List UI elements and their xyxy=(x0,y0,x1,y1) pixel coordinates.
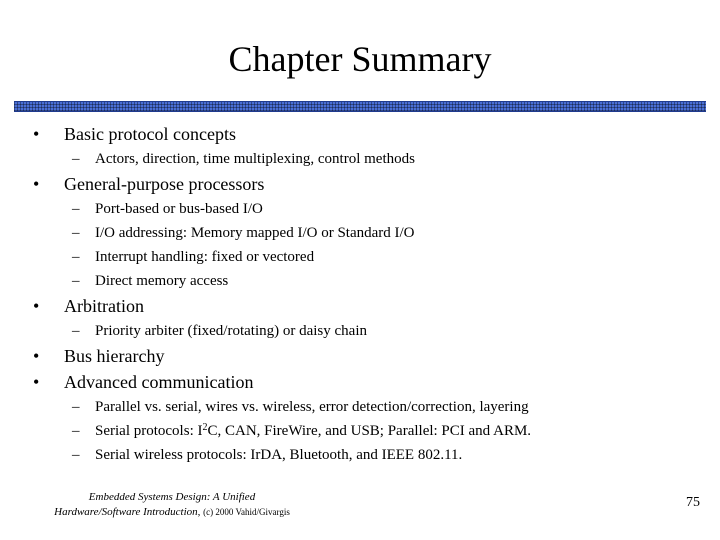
bullet-text: General-purpose processors xyxy=(64,174,265,194)
bullet-text: Basic protocol concepts xyxy=(64,124,236,144)
sub-bullet-text: Parallel vs. serial, wires vs. wireless, error detection/correction, layering xyxy=(95,399,529,415)
sub-bullet-text: Interrupt handling: fixed or vectored xyxy=(95,249,315,265)
dash-icon: – xyxy=(72,201,80,217)
sub-bullet-text: Serial wireless protocols: IrDA, Bluetooth, and IEEE 802.11. xyxy=(95,447,463,463)
bullet-item xyxy=(33,123,236,145)
footer-line-1: Embedded Systems Design: A Unified xyxy=(88,491,256,503)
sub-bullet-text: Actors, direction, time multiplexing, control methods xyxy=(95,151,415,167)
bullet-item xyxy=(33,345,164,367)
dash-icon: – xyxy=(72,273,80,289)
sub-bullet-text: Port-based or bus-based I/O xyxy=(95,201,263,217)
dash-icon: – xyxy=(72,225,80,241)
sub-bullet-item xyxy=(72,224,415,242)
sub-bullet-item xyxy=(72,248,314,266)
bullet-dot-icon: • xyxy=(33,346,40,366)
bullet-text: Advanced communication xyxy=(64,372,254,392)
bullet-dot-icon: • xyxy=(33,296,40,316)
i2c-text-before: Serial protocols: I xyxy=(95,423,203,439)
bullet-text: Arbitration xyxy=(64,296,144,316)
i2c-text-after: C, CAN, FireWire, and USB; Parallel: PCI and ARM. xyxy=(207,423,532,439)
slide-footer xyxy=(22,490,322,520)
sub-bullet-item xyxy=(72,322,367,340)
sub-bullet-item xyxy=(72,398,529,416)
sub-bullet-text: Direct memory access xyxy=(95,273,229,289)
footer-line-2 xyxy=(22,505,322,520)
dash-icon: – xyxy=(72,423,80,439)
dash-icon: – xyxy=(72,447,80,463)
sub-bullet-text: I/O addressing: Memory mapped I/O or Standard I/O xyxy=(95,225,415,241)
page-number: 75 xyxy=(686,495,700,510)
footer-copyright: (c) 2000 Vahid/Givargis xyxy=(203,507,290,517)
bullet-item xyxy=(33,173,264,195)
sub-bullet-item xyxy=(72,150,415,168)
dash-icon: – xyxy=(72,323,80,339)
bullet-text: Bus hierarchy xyxy=(64,346,165,366)
dash-icon: – xyxy=(72,249,80,265)
footer-line-2-italic: Hardware/Software Introduction, xyxy=(54,506,201,518)
dash-icon: – xyxy=(72,399,80,415)
slide-title: Chapter Summary xyxy=(228,39,492,79)
bullet-item xyxy=(33,295,144,317)
bullet-dot-icon: • xyxy=(33,372,40,392)
i2c-superscript: 2 xyxy=(202,422,208,433)
sub-bullet-text: Priority arbiter (fixed/rotating) or daisy chain xyxy=(95,323,367,339)
dash-icon: – xyxy=(72,151,80,167)
sub-bullet-text-i2c xyxy=(95,423,531,439)
sub-bullet-item xyxy=(72,200,263,218)
sub-bullet-item xyxy=(72,272,228,290)
bullet-dot-icon: • xyxy=(33,124,40,144)
sub-bullet-item xyxy=(72,422,531,440)
sub-bullet-item xyxy=(72,446,462,464)
bullet-dot-icon: • xyxy=(33,174,40,194)
bullet-item xyxy=(33,371,253,393)
